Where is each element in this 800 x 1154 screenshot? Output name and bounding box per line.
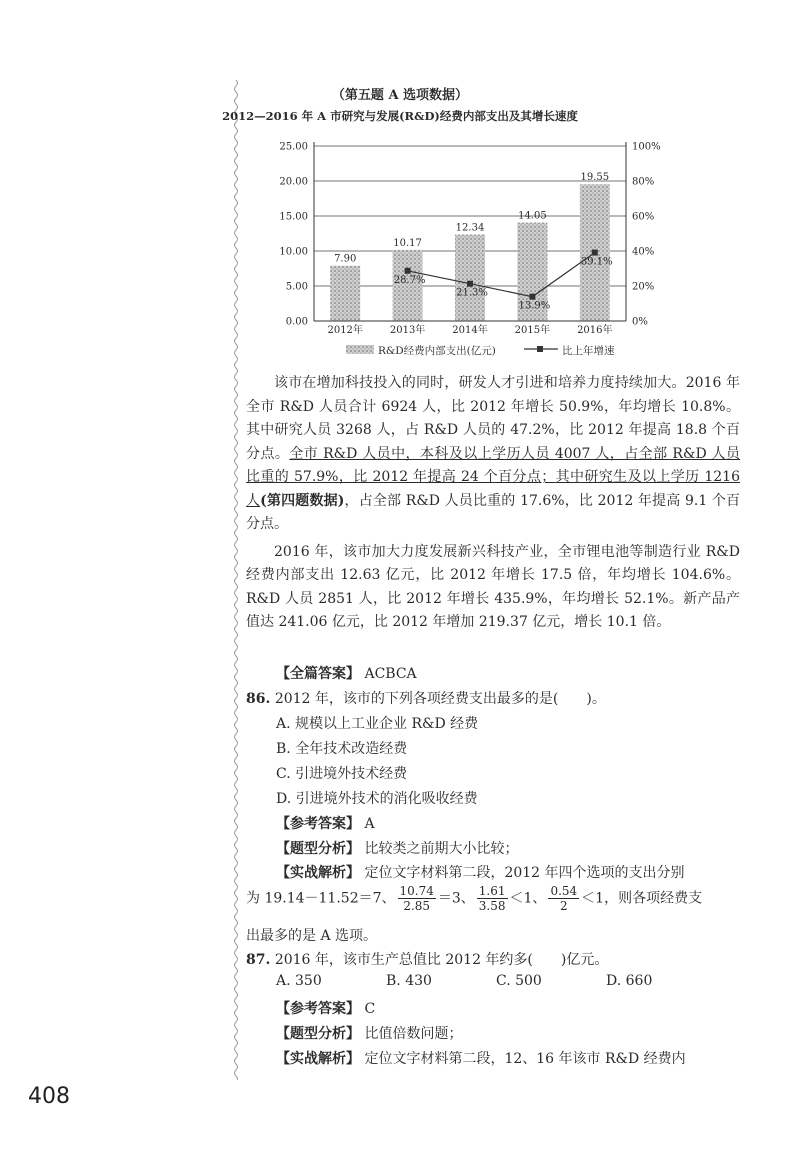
passage-paragraph-1: 该市在增加科技投入的同时，研发人才引进和培养力度持续加大。2016 年全市 R&D 人员合计 6924 人，比 2012 年增长 50.9%，年均增长 10.8%。其中研究人员 3268 人，占 R&D 人员的 47.2%，比 2012 年提高 18.8 个百分点。全市 R&D 人员中，本科及以上学历人员 4007 人，占全部 R&D 人员比重的 57.9%，比 2012 年提高 24 个百分点；其中研究生及以上学历 1216 人(第四题数据)，占全部 R&D 人员比重的 17.6%，比 2012 年提高 9.1 个百分点。 <box>246 375 741 532</box>
growth-line <box>408 253 595 297</box>
q87-type-analysis: 【题型分析】 比值倍数问题； <box>276 1026 463 1042</box>
margin-wavy-line <box>232 80 240 1080</box>
chart-title: 2012—2016 年 A 市研究与发展(R&D)经费内部支出及其增长速度 <box>222 109 578 123</box>
q87-option-b: B. 430 <box>386 973 432 989</box>
q87-option-c: C. 500 <box>496 973 542 989</box>
q86-type-analysis: 【题型分析】 比较类之前期大小比较； <box>276 841 519 857</box>
x-tick-label: 2015年 <box>514 325 551 336</box>
fraction: $\frac{10.74}{2.85}$ <box>399 884 434 913</box>
bar-value-label: 12.34 <box>455 222 485 234</box>
data-note: (第四题数据) <box>260 492 345 509</box>
y-right-tick-label: 0% <box>632 316 648 328</box>
bar-value-label: 10.17 <box>393 237 422 249</box>
y-left-tick-label: 15.00 <box>279 211 308 223</box>
growth-label: 13.9% <box>518 300 551 312</box>
y-right-tick-label: 100% <box>632 141 661 153</box>
rd-expenditure-chart <box>262 130 682 366</box>
section-title: （第五题 A 选项数据） <box>331 88 469 103</box>
y-left-tick-label: 0.00 <box>285 316 308 328</box>
growth-label: 39.1% <box>580 256 613 268</box>
legend-bar-swatch <box>346 345 374 354</box>
bar <box>455 235 485 321</box>
q87-option-d: D. 660 <box>606 973 653 989</box>
growth-point <box>592 250 598 256</box>
fraction: $\frac{1.61}{3.58}$ <box>478 884 506 913</box>
y-right-tick-label: 60% <box>632 211 655 223</box>
y-right-tick-label: 20% <box>632 281 655 293</box>
legend-line-label: 比上年增速 <box>562 345 615 357</box>
q86-option-c: C. 引进境外技术经费 <box>276 766 408 782</box>
bar-value-label: 14.05 <box>518 210 547 222</box>
y-left-tick-label: 10.00 <box>279 246 308 258</box>
q86-option-a: A. 规模以上工业企业 R&D 经费 <box>276 716 479 732</box>
bar-value-label: 7.90 <box>334 253 357 265</box>
legend-bar-label: R&D经费内部支出(亿元) <box>378 345 496 357</box>
y-left-tick-label: 25.00 <box>279 141 308 153</box>
passage <box>246 372 740 635</box>
q86-solution-line-1: 【实战解析】 定位文字材料第二段，2012 年四个选项的支出分别 <box>276 865 685 881</box>
x-tick-label: 2013年 <box>389 325 426 336</box>
q86-reference-answer: 【参考答案】 A <box>276 816 375 832</box>
y-right-tick-label: 40% <box>632 246 655 258</box>
bar-value-label: 19.55 <box>580 172 610 184</box>
full-answer-line: 【全篇答案】 ACBCA <box>276 666 417 682</box>
q87-reference-answer: 【参考答案】 C <box>276 1001 376 1017</box>
legend-line-marker <box>537 346 543 352</box>
growth-label: 21.3% <box>456 287 488 299</box>
q86-solution-line-2: 为 19.14－11.52＝7、 $\frac{10.74}{2.85}$ ＝3、 $\frac{1.61}{3.58}$ ＜1、 $\frac{0.54}{2}$ ＜1，则各项经费支 <box>246 884 703 913</box>
q86-option-d: D. 引进境外技术的消化吸收经费 <box>276 791 478 807</box>
y-left-tick-label: 5.00 <box>285 281 308 293</box>
passage-paragraph-2: 2016 年，该市加大力度发展新兴科技产业，全市锂电池等制造行业 R&D 经费内部支出 12.63 亿元，比 2012 年增长 17.5 倍，年均增长 104.6%。R&D 人员 2851 人，比 2012 年增长 435.9%，年均增长 52.1%。新产品产值达 241.06 亿元，比 2012 年增加 219.37 亿元，增长 10.1 倍。 <box>246 543 740 630</box>
growth-point <box>467 281 473 287</box>
q87-solution-line-1: 【实战解析】 定位文字材料第二段，12、16 年该市 R&D 经费内 <box>276 1051 686 1067</box>
growth-point <box>529 294 535 300</box>
growth-point <box>405 268 411 274</box>
q86-solution-line-3: 出最多的是 A 选项。 <box>246 928 378 944</box>
question-87-stem: 87. 2016 年，该市生产总值比 2012 年约多( )亿元。 <box>246 952 609 968</box>
x-tick-label: 2016年 <box>577 325 613 336</box>
growth-label: 28.7% <box>393 274 426 286</box>
page-number: 408 <box>28 1084 70 1109</box>
y-left-tick-label: 20.00 <box>279 176 308 188</box>
underlined-sentence: 全市 R&D 人员中，本科及以上学历人员 4007 人，占全部 R&D 人员比重的 57.9%，比 2012 年提高 24 个百分点； <box>246 445 740 485</box>
x-tick-label: 2012年 <box>327 325 363 336</box>
bar <box>330 266 360 321</box>
x-tick-label: 2014年 <box>452 325 488 336</box>
question-86-stem: 86. 2012 年，该市的下列各项经费支出最多的是( )。 <box>246 691 606 707</box>
y-right-tick-label: 80% <box>632 176 655 188</box>
q86-option-b: B. 全年技术改造经费 <box>276 741 408 757</box>
q87-option-a: A. 350 <box>276 973 322 989</box>
fraction: $\frac{0.54}{2}$ <box>550 884 578 913</box>
